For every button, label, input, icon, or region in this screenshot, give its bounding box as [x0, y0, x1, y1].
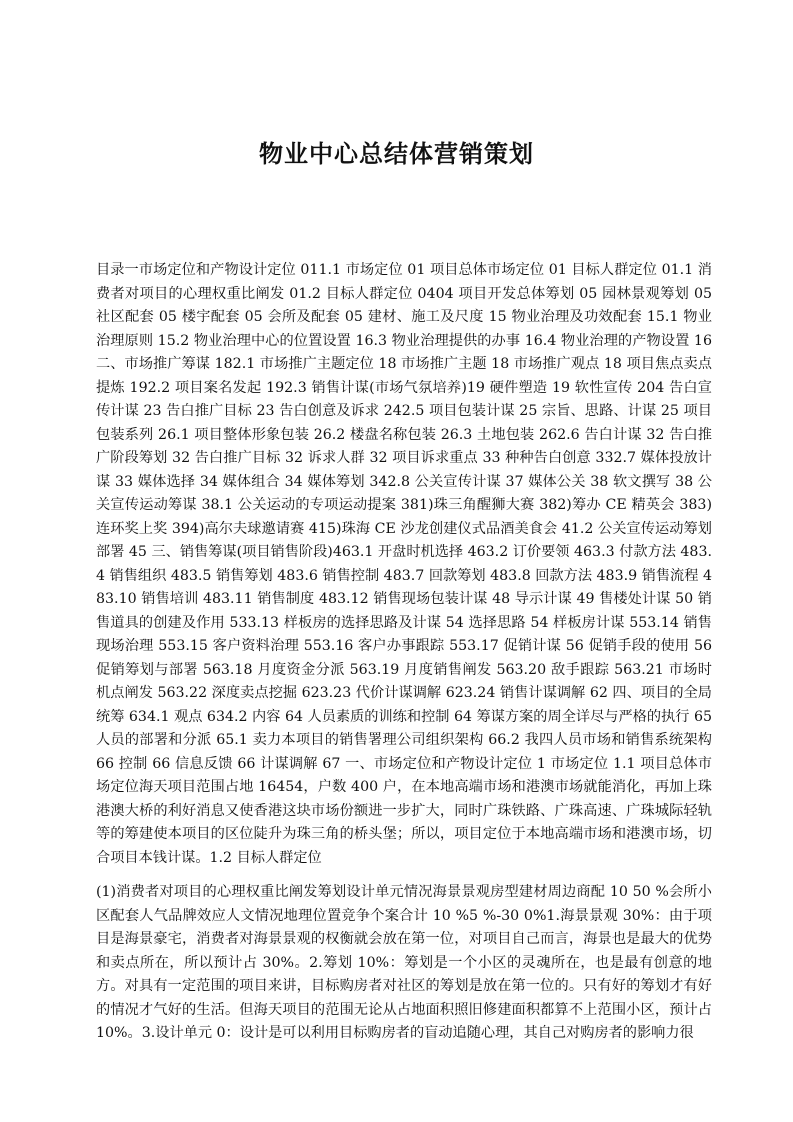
document-title: 物业中心总结体营销策划	[259, 140, 534, 168]
table-of-contents-paragraph: 目录一市场定位和产物设计定位 011.1 市场定位 01 项目总体市场定位 01 目标人群定位 01.1 消费者对项目的心理权重比阐发 01.2 目标人群定位 0404 项目开发总体筹划 05 园林景观筹划 05 社区配套 05 楼宇配套 05 会所及配套 05 建材、施工及尺度 15 物业治理及功效配套 15.1 物业治理原则 15.2 物业治理中心的位置设置 16.3 物业治理提供的办事 16.4 物业治理的产物设置 16 二、市场推广筹谋 182.1 市场推广主题定位 18 市场推广主题 18 市场推广观点 18 项目焦点卖点提炼 192.2 项目案名发起 192.3 销售计谋(市场气氛培养)19 硬件塑造 19 软性宣传 204 告白宣传计谋 23 告白推广目标 23 告白创意及诉求 242.5 项目包装计谋 25 宗旨、思路、计谋 25 项目包装系列 26.1 项目整体形象包装 26.2 楼盘名称包装 26.3 土地包装 262.6 告白计谋 32 告白推广阶段筹划 32 告白推广目标 32 诉求人群 32 项目诉求重点 33 种种告白创意 332.7 媒体投放计谋 33 媒体选择 34 媒体组合 34 媒体筹划 342.8 公关宣传计谋 37 媒体公关 38 软文撰写 38 公关宣传运动筹谋 38.1 公关运动的专项运动提案 381)珠三角醒狮大赛 382)筹办 CE 精英会 383)连环奖上奖 394)高尔夫球邀请赛 415)珠海 CE 沙龙创建仪式品酒美食会 41.2 公关宣传运动筹划部署 45 三、销售筹谋(项目销售阶段)463.1 开盘时机选择 463.2 订价要领 463.3 付款方法 483.4 销售组织 483.5 销售筹划 483.6 销售控制 483.7 回款筹划 483.8 回款方法 483.9 销售流程 483.10 销售培训 483.11 销售制度 483.12 销售现场包装计谋 48 导示计谋 49 售楼处计谋 50 销售道具的创建及作用 533.13 样板房的选择思路及计谋 54 选择思路 54 样板房计谋 553.14 销售现场治理 553.15 客户资料治理 553.16 客户办事跟踪 553.17 促销计谋 56 促销手段的使用 56 促销筹划与部署 563.18 月度资金分派 563.19 月度销售阐发 563.20 敌手跟踪 563.21 市场时机点阐发 563.22 深度卖点挖掘 623.23 代价计谋调解 623.24 销售计谋调解 62 四、项目的全局统筹 634.1 观点 634.2 内容 64 人员素质的训练和控制 64 筹谋方案的周全详尽与严格的执行 65 人员的部署和分派 65.1 卖力本项目的销售署理公司组织架构 66.2 我四人员市场和销售系统架构 66 控制 66 信息反馈 66 计谋调解 67 一、市场定位和产物设计定位 1 市场定位 1.1 项目总体市场定位海天项目范围占地 16454，户数 400 户，在本地高端市场和港澳市场就能消化，再加上珠港澳大桥的利好消息又使香港这块市场份额进一步扩大，同时广珠铁路、广珠高速、广珠城际轻轨等的筹建使本项目的区位陡升为珠三角的桥头堡；所以，项目定位于本地高端市场和港澳市场，切合项目本钱计谋。1.2 目标人群定位	[96, 262, 712, 866]
consumer-analysis-paragraph: (1)消费者对项目的心理权重比阐发筹划设计单元情况海景景观房型建材周边商配 10 50 %会所小区配套人气品牌效应人文情况地理位置竞争个案合计 10 %5 %-30 0%1.海景景观 30%：由于项目是海景豪宅，消费者对海景景观的权衡就会放在第一位，对项目自己而言，海景也是最大的优势和卖点所在，所以预计占 30%。2.筹划 10%：筹划是一个小区的灵魂所在，也是最有创意的地方。对具有一定范围的项目来讲，目标购房者对社区的筹划是放在第一位的。只有好的筹划才有好的情况才气好的生活。但海天项目的范围无论从占地面积照旧修建面积都算不上范围小区，预计占 10%。3.设计单元 0：设计是可以利用目标购房者的盲动追随心理，其自己对购房者的影响力很	[96, 884, 712, 1041]
